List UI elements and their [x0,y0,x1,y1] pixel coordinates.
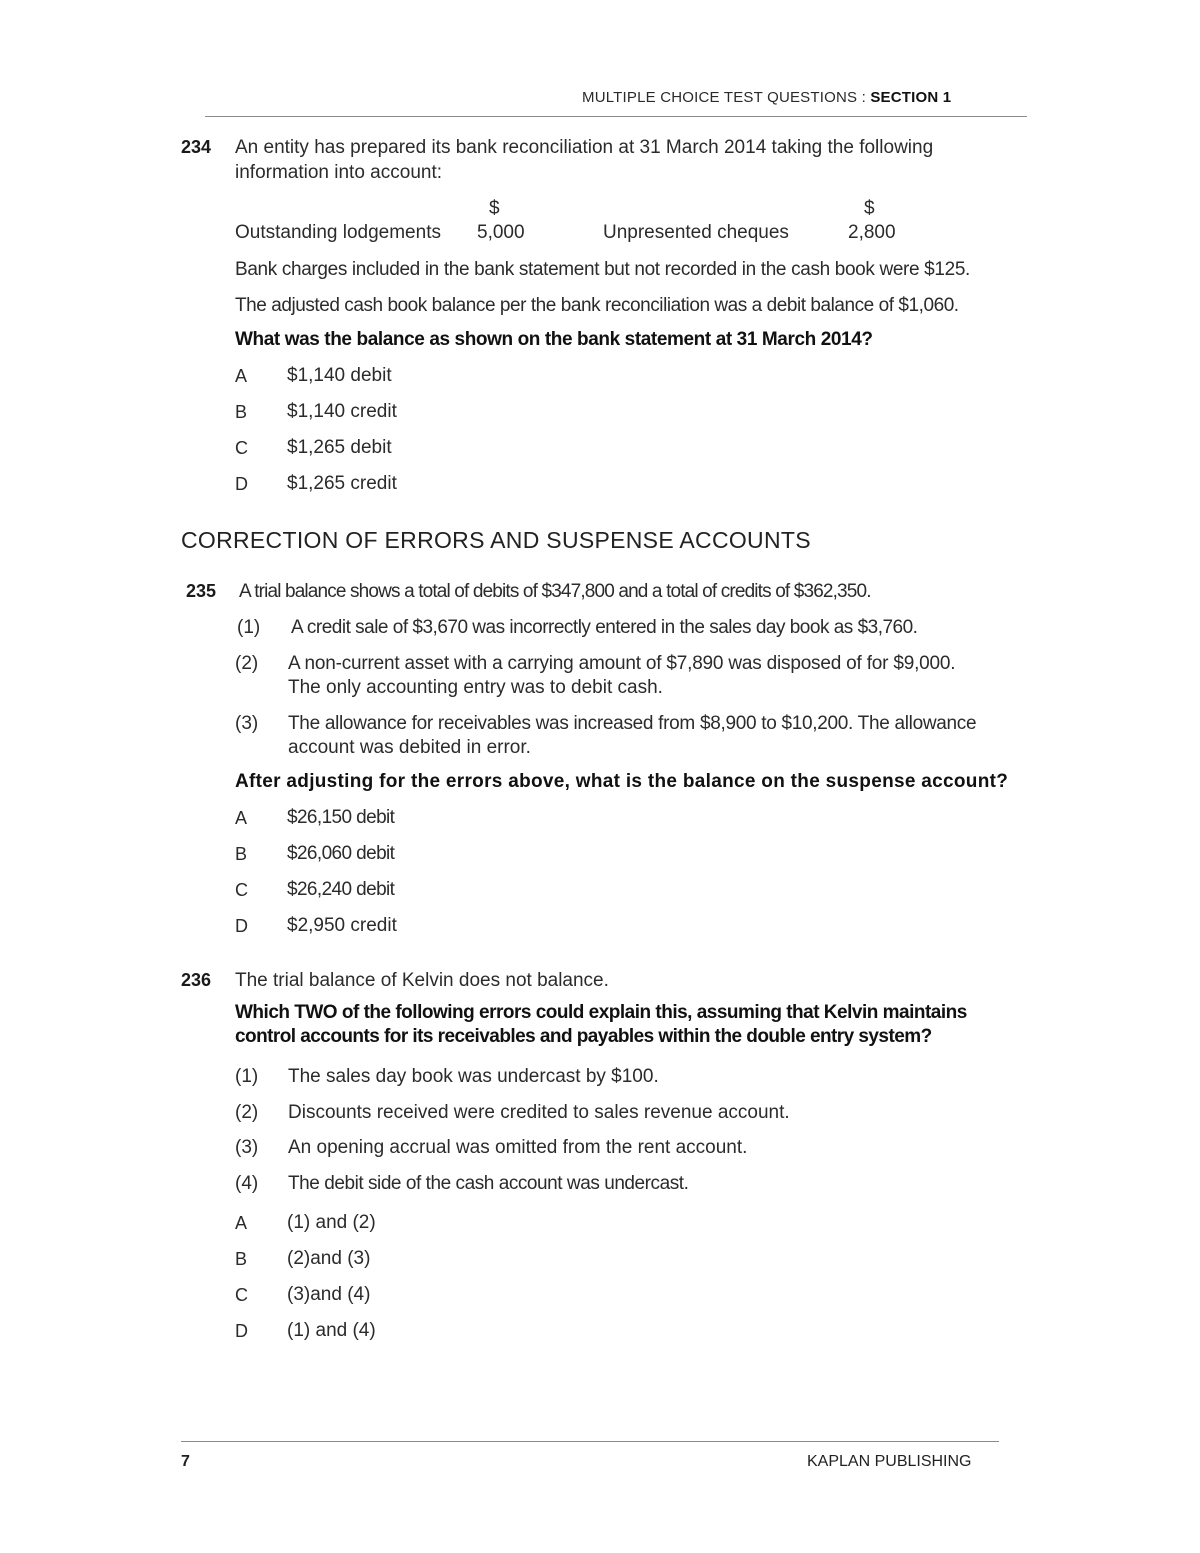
q235-item-line: account was debited in error. [288,737,531,758]
header-title: MULTIPLE CHOICE TEST QUESTIONS : [582,89,871,106]
q236-item-text: An opening accrual was omitted from the rent account. [288,1137,748,1158]
q234-question: What was the balance as shown on the bank statement at 31 March 2014? [235,329,873,350]
q235-intro: A trial balance shows a total of debits of $347,800 and a total of credits of $362,350. [239,581,871,602]
q236-option-text: (2)and (3) [287,1248,371,1269]
q236-item-number: (1) [235,1066,259,1087]
q235-option-letter: B [235,844,248,864]
q234-adjusted-balance: The adjusted cash book balance per the bank reconciliation was a debit balance of $1,060. [235,295,959,316]
q236-question-line1: Which TWO of the following errors could explain this, assuming that Kelvin maintains [235,1002,967,1023]
q236-option-text: (1) and (2) [287,1212,376,1233]
footer-rule [181,1441,999,1442]
q236-option-text: (1) and (4) [287,1320,376,1341]
q234-option-text: $1,140 debit [287,365,392,386]
q236-intro: The trial balance of Kelvin does not balance. [235,970,609,991]
q234-option-letter: C [235,438,248,458]
q235-option-letter: C [235,880,248,900]
q234-option-letter: B [235,402,248,422]
q235-item-number: (1) [237,617,261,638]
q235-option-letter: D [235,916,248,936]
question-number-234: 234 [181,137,212,157]
q236-item-number: (2) [235,1102,259,1123]
q235-item-number: (3) [235,713,259,734]
q236-item-number: (4) [235,1173,259,1194]
q236-option-text: (3)and (4) [287,1284,371,1305]
lodgements-label: Outstanding lodgements [235,222,441,243]
question-number-235: 235 [186,581,217,601]
currency-header-1: $ [489,198,500,219]
q236-option-letter: A [235,1213,248,1233]
q234-intro-line2: information into account: [235,162,443,183]
q235-item-line: A non-current asset with a carrying amount of $7,890 was disposed of for $9,000. [288,653,956,674]
q235-option-text: $26,060 debit [287,843,395,864]
q235-option-text: $26,240 debit [287,879,395,900]
q235-item-line: A credit sale of $3,670 was incorrectly entered in the sales day book as $3,760. [291,617,918,638]
q234-option-letter: A [235,366,248,386]
q234-option-letter: D [235,474,248,494]
q236-item-number: (3) [235,1137,259,1158]
header-rule [205,116,1027,117]
q235-option-text: $26,150 debit [287,807,395,828]
question-number-236: 236 [181,970,212,990]
q235-option-letter: A [235,808,248,828]
publisher-name: KAPLAN PUBLISHING [807,1453,972,1470]
q236-item-text: The debit side of the cash account was undercast. [288,1173,689,1194]
q234-option-text: $1,140 credit [287,401,397,422]
q235-item-line: The allowance for receivables was increased from $8,900 to $10,200. The allowance [288,713,977,734]
section-heading: CORRECTION OF ERRORS AND SUSPENSE ACCOUNTS [181,527,811,553]
q236-option-letter: D [235,1321,248,1341]
currency-header-2: $ [864,198,875,219]
q234-option-text: $1,265 debit [287,437,392,458]
q236-option-letter: C [235,1285,248,1305]
q235-item-line: The only accounting entry was to debit cash. [288,677,663,698]
q236-option-letter: B [235,1249,248,1269]
q236-question-line2: control accounts for its receivables and payables within the double entry system? [235,1026,932,1047]
q234-option-text: $1,265 credit [287,473,397,494]
header-section: SECTION 1 [870,89,952,106]
q235-item-number: (2) [235,653,259,674]
page-number: 7 [181,1453,190,1470]
cheques-label: Unpresented cheques [603,222,789,243]
cheques-value: 2,800 [848,222,896,243]
q236-item-text: Discounts received were credited to sales revenue account. [288,1102,790,1123]
q236-item-text: The sales day book was undercast by $100. [288,1066,659,1087]
q234-intro-line1: An entity has prepared its bank reconciliation at 31 March 2014 taking the following [235,137,934,158]
lodgements-value: 5,000 [477,222,525,243]
q235-question: After adjusting for the errors above, what is the balance on the suspense account? [235,771,1009,792]
running-header [582,89,951,106]
q235-option-text: $2,950 credit [287,915,397,936]
q234-bank-charges: Bank charges included in the bank statement but not recorded in the cash book were $125. [235,259,970,280]
